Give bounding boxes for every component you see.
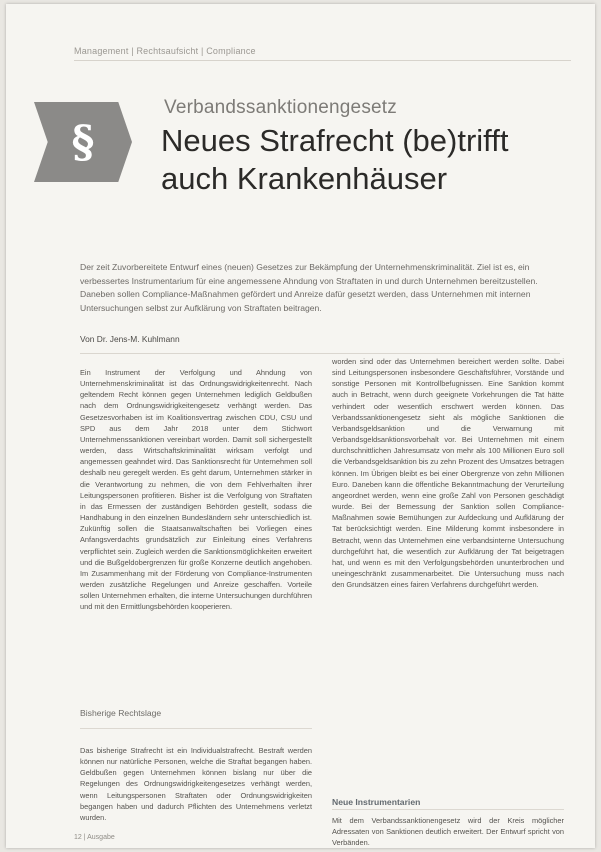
article-title-line-2: auch Krankenhäuser <box>161 161 448 196</box>
body-column-right-continued: Mit dem Verbandssanktionengesetz wird der Kreis möglicher Adressaten von Sanktionen deutlich erweitert. Der Entwurf spricht von Verbänden. <box>332 816 564 848</box>
magazine-page <box>6 4 595 848</box>
author-divider <box>80 353 560 354</box>
subheading-bisherige-rechtslage: Bisherige Rechtslage <box>80 708 162 718</box>
body-column-right: worden sind oder das Unternehmen bereichert werden sollte. Dabei sind Leitungspersonen insbesondere Geschäftsführer, Vorstände und sonstige Personen mit Kontrollbefugnissen. Eine Sanktion kommt auch in Betracht, wenn durch geeignete Vorkehrungen die Tat hätte verhindert oder wesentlich erschwert werden können. Das Verbandssanktionengesetz sieht als mögliche Sanktionen die Verbandsgeldsanktion und die Verwarnung mit Verbandsgeldsanktionsvorbehalt vor. Bei Unternehmen mit einem durchschnittlichen Jahresumsatz von mehr als 100 Millionen Euro soll die Verbandsgeldsanktion bis zu zehn Prozent des Umsatzes betragen können. Im Übrigen bleibt es bei einer Obergrenze von zehn Millionen Euro. Daneben kann die öffentliche Bekanntmachung der Verurteilung angeordnet werden, wenn eine große Zahl von Personen geschädigt wurde. Bei der Bemessung der Sanktion sollen Compliance-Maßnahmen sowie Bemühungen zur Aufdeckung und Aufklärung der Tat berücksichtigt werden. Eine Milderung kommt insbesondere in Betracht, wenn das Unternehmen eine verbandsinterne Untersuchung durchgeführt hat, die wesentlich zur Aufklärung der Tat beigetragen hat, und wenn es mit den Verfolgungsbehörden ununterbrochen und uneingeschränkt zusammenarbeitet. Die Untersuchung muss nach den Grundsätzen eines fairen Verfahrens durchgeführt werden. <box>332 357 564 590</box>
article-title-line-1: Neues Strafrecht (be)trifft <box>161 123 509 158</box>
page-footer: 12 | Ausgabe <box>74 834 115 841</box>
subheading-divider <box>80 728 312 729</box>
body-column-left: Ein Instrument der Verfolgung und Ahndung von Unternehmenskriminalität ist das Ordnungswidrigkeitenrecht. Nach geltendem Recht können gegen Unternehmen lediglich Geldbußen nach dem Ordnungswidrigkeitengesetz verhängt werden. Das Gesetzesvorhaben ist im Koalitionsvertrag zwischen CDU, CSU und SPD aus dem Jahr 2018 unter dem Stichwort Unternehmenssanktionen vereinbart worden. Damit soll sichergestellt werden, dass Wirtschaftskriminalität wirksam verfolgt und angemessen geahndet wird. Das Sanktionsrecht für Unternehmen soll deshalb neu geregelt werden. Es geht darum, Unternehmen stärker in die Verantwortung zu nehmen, die von dem Fehlverhalten ihrer Leitungspersonen profitieren. Bisher ist die Verfolgung von Straftaten in das Ermessen der zuständigen Behörden gestellt, sodass die Handhabung in den einzelnen Bundesländern sehr unterschiedlich ist. Zukünftig sollen die Staatsanwaltschaften bei Vorliegen eines Anfangsverdachts grundsätzlich zur Einleitung eines Verfahrens verpflichtet sein. Zugleich werden die Sanktionsmöglichkeiten erweitert und die Bußgeldobergrenzen für große Konzerne deutlich angehoben. Im Zusammenhang mit der Förderung von Compliance-Instrumenten werden zusätzliche Regelungen und Anreize geschaffen. Vorteile sollen Unternehmen erhalten, die interne Untersuchungen durchführen und mit den Ermittlungsbehörden kooperieren. <box>80 368 312 612</box>
body-column-left-continued: Das bisherige Strafrecht ist ein Individualstrafrecht. Bestraft werden können nur natürliche Personen, welche die Straftat begangen haben. Geldbußen gegen Unternehmen können bislang nur über die Regelungen des Ordnungswidrigkeitengesetzes verhängt werden, wenn Leitungspersonen Straftaten oder Ordnungswidrigkeiten begangen haben und dadurch Pflichten des Unternehmens verletzt wurden. <box>80 746 312 822</box>
paragraph-sign-icon: § <box>71 116 95 168</box>
article-kicker: Verbandssanktionengesetz <box>164 97 397 118</box>
subheading-divider <box>332 809 564 810</box>
section-label: Management | Rechtsaufsicht | Compliance <box>74 46 256 56</box>
header-divider <box>74 60 571 61</box>
subheading-neue-instrumentarien: Neue Instrumentarien <box>332 797 421 807</box>
article-lead: Der zeit Zuvorbereitete Entwurf eines (neuen) Gesetzes zur Bekämpfung der Unternehmenskriminalität. Ziel ist es, ein verbessertes Instrumentarium für eine angemessene Ahndung von Straftaten in und durch Unternehmen bereitzustellen. Daneben sollen Compliance-Maßnahmen gefördert und Anreize dafür gesetzt werden, dass Unternehmen mit internen Untersuchungen selbst zur Aufklärung von Straftaten beitragen. <box>80 262 538 313</box>
article-author: Von Dr. Jens-M. Kuhlmann <box>80 334 180 344</box>
